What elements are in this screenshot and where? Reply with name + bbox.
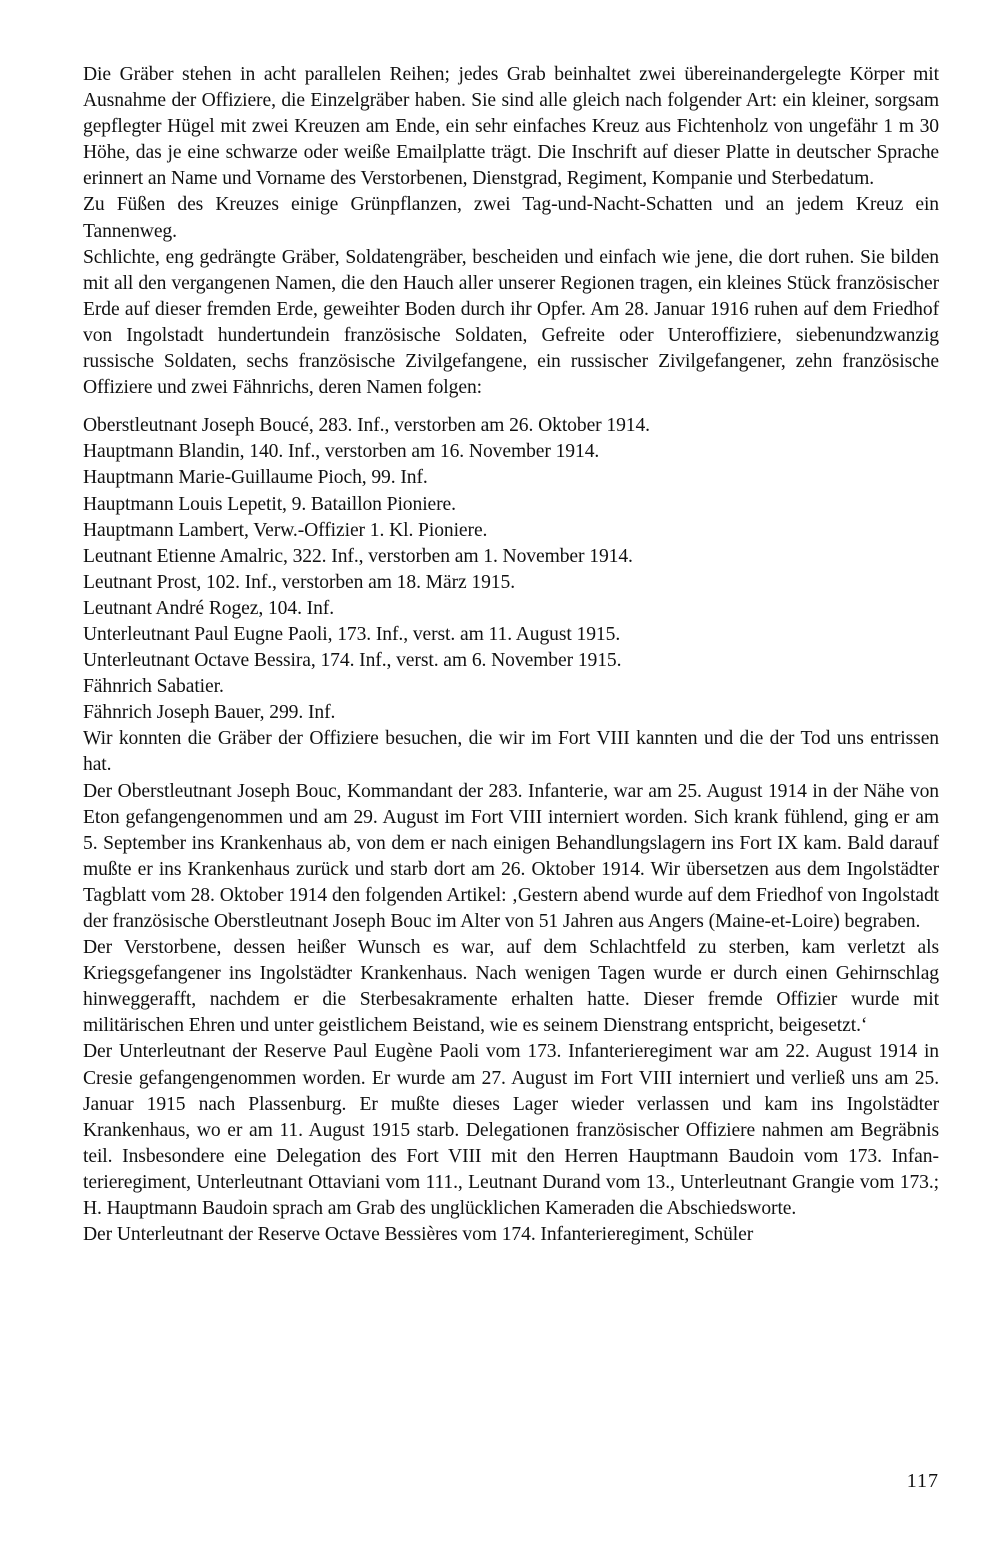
paragraph-cross-plants: Zu Füßen des Kreuzes einige Grünpflanzen, zwei Tag-und-Nacht-Schatten und an jedem Kreuz ein Tannenweg. xyxy=(83,194,939,242)
list-item: Hauptmann Marie-Guillaume Pioch, 99. Inf. xyxy=(83,467,428,489)
page-number: 117 xyxy=(906,1470,939,1492)
list-item: Fähnrich Joseph Bauer, 299. Inf. xyxy=(83,702,336,724)
paragraph-graves-description: Die Gräber stehen in acht parallelen Reihen; jedes Grab beinhaltet zwei übereinandergelegte Körper mit Ausnahme der Offiziere, die Einzelgräber haben. Sie sind alle gleich nach folgender Art: ein kleiner, sorgsam gepflegter Hügel mit zwei Kreuzen am Ende, ein sehr einfaches Kreuz aus Fichtenholz von ungefähr 1 m 30 Höhe, das je eine schwarze oder weiße Emailplatte trägt. Die Inschrift auf dieser Platte in deutscher Sprache erinnert an Name und Vorname des Verstorbenen, Dienstgrad, Regiment, Kompanie und Sterbedatum. xyxy=(83,64,939,190)
list-item: Hauptmann Blandin, 140. Inf., verstorben am 16. November 1914. xyxy=(83,441,600,463)
list-item: Leutnant Prost, 102. Inf., verstorben am 18. März 1915. xyxy=(83,571,516,593)
paragraph-bessieres: Der Unterleutnant der Reserve Octave Bessières vom 174. Infanterieregiment, Schüler xyxy=(83,1224,754,1246)
list-item: Hauptmann Louis Lepetit, 9. Bataillon Pioniere. xyxy=(83,493,456,515)
list-item: Leutnant Etienne Amalric, 322. Inf., verstorben am 1. November 1914. xyxy=(83,545,633,567)
paragraph-deceased: Der Verstorbene, dessen heißer Wunsch es war, auf dem Schlachtfeld zu sterben, kam verletzt als Kriegsgefangener ins Ingolstädter Krankenhaus. Nach wenigen Tagen wurde er durch einen Gehirnschlag hinweggerafft, nachdem er die Sterbesakramente erhalten hatte. Dieser fremde Offizier wurde mit militärischen Ehren und unter geistlichem Beistand, wie es seinem Dienstrang entspricht, beigesetzt.‘ xyxy=(83,937,939,1037)
list-item: Leutnant André Rogez, 104. Inf. xyxy=(83,597,335,619)
list-item: Unterleutnant Paul Eugne Paoli, 173. Inf., verst. am 11. August 1915. xyxy=(83,623,621,645)
list-item: Fähnrich Sabatier. xyxy=(83,676,224,698)
officers-list xyxy=(83,413,939,726)
paragraph-visit-graves: Wir konnten die Gräber der Offiziere besuchen, die wir im Fort VIII kannten und die der Tod uns entrissen hat. xyxy=(83,728,939,776)
paragraph-paoli: Der Unterleutnant der Reserve Paul Eugène Paoli vom 173. Infanterieregiment war am 22. August 1914 in Cresie gefangengenommen worden. Er wurde am 27. August im Fort VIII interniert und verließ uns am 25. Januar 1915 nach Plassenburg. Er mußte dieses Lager wieder verlassen und kam ins Ingolstädter Krankenhaus, wo er am 11. August 1915 starb. Delegationen französischer Offiziere nahmen am Begräbnis teil. Insbesondere eine Delegation des Fort VIII mit den Herren Hauptmann Baudoin vom 173. Infanterieregiment, Unterleutnant Ottaviani vom 111., Leutnant Durand vom 13., Unterleutnant Grangie vom 173.; H. Hauptmann Baudoin sprach am Grab des unglücklichen Kameraden die Abschiedsworte. xyxy=(83,1041,939,1220)
list-item: Oberstleutnant Joseph Boucé, 283. Inf., verstorben am 26. Oktober 1914. xyxy=(83,415,650,437)
list-item: Hauptmann Lambert, Verw.-Offizier 1. Kl. Pioniere. xyxy=(83,519,488,541)
page-body xyxy=(83,62,939,1248)
paragraph-bouc: Der Oberstleutnant Joseph Bouc, Kommandant der 283. Infanterie, war am 25. August 1914 in der Nähe von Eton gefangengenommen und am 29. August im Fort VIII interniert worden. Sich krank fühlend, ging er am 5. September ins Krankenhaus ab, von dem er nach einigen Behandlungslagern ins Fort IX kam. Bald darauf mußte er ins Krankenhaus zurück und starb dort am 26. Oktober 1914. Wir übersetzen aus dem Ingolstädter Tagblatt vom 28. Oktober 1914 den folgenden Artikel: ‚Gestern abend wurde auf dem Friedhof von Ingolstadt der französische Oberstleutnant Joseph Bouc im Alter von 51 Jahren aus Angers (Maine-et-Loire) begraben. xyxy=(83,780,939,932)
paragraph-simple-graves: Schlichte, eng gedrängte Gräber, Soldatengräber, bescheiden und einfach wie jene, die dort ruhen. Sie bilden mit all den vergangenen Namen, die den Hauch aller unserer Regionen tragen, ein kleines Stück französischer Erde auf dieser fremden Erde, geweihter Boden durch ihr Opfer. Am 28. Januar 1916 ruhen auf dem Friedhof von Ingolstadt hundertundein französische Soldaten, Gefreite oder Unteroffiziere, siebenundzwanzig russische Soldaten, sechs französische Zivilgefangene, ein russischer Zivilgefangener, zehn französische Offiziere und zwei Fähnrichs, deren Namen folgen: xyxy=(83,246,939,399)
list-item: Unterleutnant Octave Bessira, 174. Inf., verst. am 6. November 1915. xyxy=(83,650,622,672)
